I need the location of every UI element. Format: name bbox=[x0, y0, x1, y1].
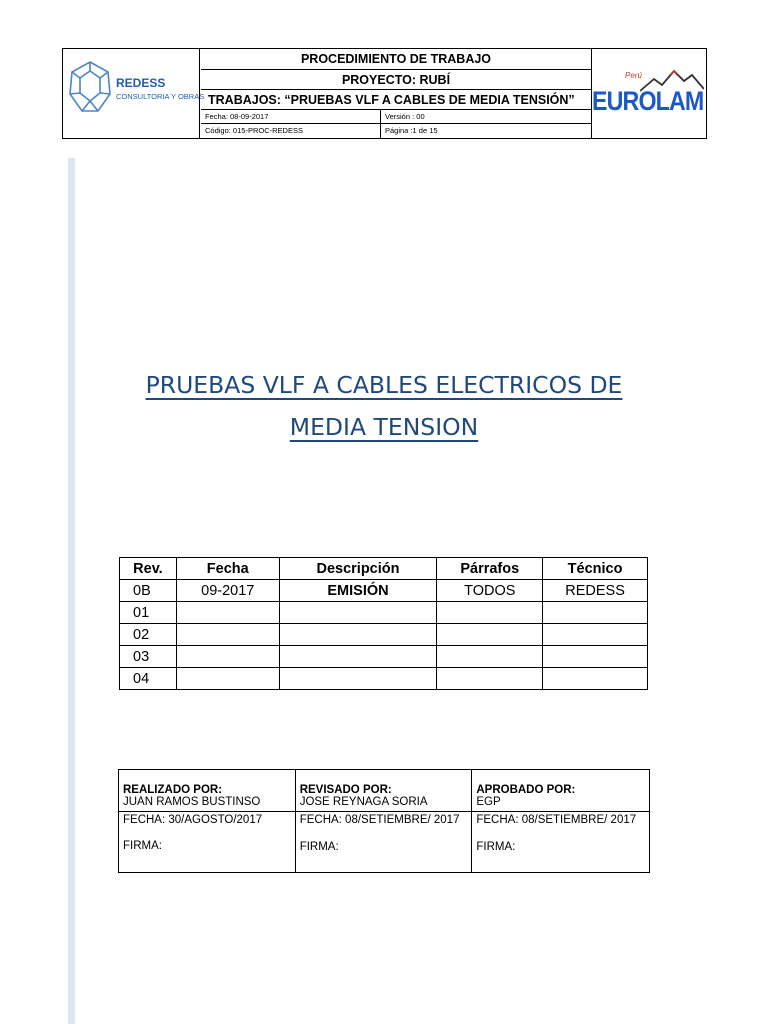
cell-parrafos: TODOS bbox=[437, 580, 543, 602]
aprobado-label: APROBADO POR: bbox=[476, 784, 576, 796]
signature-table bbox=[118, 769, 650, 873]
realizado-name: JUAN RAMOS BUSTINSO bbox=[123, 796, 261, 808]
cell-tecnico bbox=[543, 668, 648, 690]
header-procedure: PROCEDIMIENTO DE TRABAJO bbox=[201, 49, 591, 70]
cell-fecha bbox=[176, 624, 279, 646]
revisado-firma: FIRMA: bbox=[299, 841, 339, 853]
cell-rev: 0B bbox=[120, 580, 177, 602]
document-header bbox=[62, 48, 707, 139]
aprobado-date-cell bbox=[472, 812, 650, 873]
eurolam-logo-tag: Perú bbox=[625, 71, 642, 80]
cell-rev: 01 bbox=[120, 602, 177, 624]
col-header-fecha: Fecha bbox=[176, 558, 279, 580]
table-row bbox=[120, 580, 648, 602]
cell-descripcion: EMISIÓN bbox=[279, 580, 437, 602]
header-row-date-version bbox=[201, 110, 591, 124]
cell-tecnico bbox=[543, 624, 648, 646]
col-header-tecnico: Técnico bbox=[543, 558, 648, 580]
col-header-rev: Rev. bbox=[120, 558, 177, 580]
header-date: Fecha: 08-09-2017 bbox=[201, 110, 381, 123]
cell-tecnico bbox=[543, 646, 648, 668]
cell-rev: 03 bbox=[120, 646, 177, 668]
table-row bbox=[120, 668, 648, 690]
cell-descripcion bbox=[279, 668, 437, 690]
col-header-descripcion: Descripción bbox=[279, 558, 437, 580]
header-code: Código: 015-PROC-REDESS bbox=[201, 124, 381, 138]
table-row bbox=[120, 624, 648, 646]
header-row-code-page bbox=[201, 124, 591, 138]
revisado-name: JOSE REYNAGA SORIA bbox=[299, 796, 428, 808]
cell-fecha bbox=[176, 668, 279, 690]
eurolam-logo-cell bbox=[591, 49, 706, 138]
aprobado-date: FECHA: 08/SETIEMBRE/ 2017 bbox=[476, 814, 637, 826]
cell-parrafos bbox=[437, 646, 543, 668]
document-title bbox=[80, 364, 688, 448]
table-row bbox=[120, 646, 648, 668]
revision-header-row bbox=[120, 558, 648, 580]
header-version: Versión : 00 bbox=[385, 112, 425, 121]
cell-tecnico: REDESS bbox=[543, 580, 648, 602]
table-row bbox=[120, 602, 648, 624]
cell-fecha bbox=[176, 646, 279, 668]
redess-logo-cell bbox=[63, 49, 205, 138]
col-header-parrafos: Párrafos bbox=[437, 558, 543, 580]
title-line-1: PRUEBAS VLF A CABLES ELECTRICOS DE bbox=[145, 371, 623, 399]
redess-logo-name: REDESS bbox=[116, 76, 166, 90]
aprobado-cell bbox=[472, 770, 650, 812]
revisado-label: REVISADO POR: bbox=[299, 784, 392, 796]
cell-rev: 04 bbox=[120, 668, 177, 690]
title-line-2: MEDIA TENSION bbox=[289, 413, 479, 441]
redess-logo-icon bbox=[67, 59, 113, 115]
cell-descripcion bbox=[279, 646, 437, 668]
signature-names-row bbox=[119, 770, 650, 812]
realizado-date: FECHA: 30/AGOSTO/2017 bbox=[123, 814, 263, 826]
cell-descripcion bbox=[279, 624, 437, 646]
header-page: Página :1 de 15 bbox=[385, 126, 438, 135]
cell-rev: 02 bbox=[120, 624, 177, 646]
revision-table bbox=[119, 557, 648, 690]
eurolam-logo-text: EUROLAM bbox=[592, 86, 704, 116]
realizado-label: REALIZADO POR: bbox=[123, 784, 223, 796]
cell-descripcion bbox=[279, 602, 437, 624]
redess-logo-subtitle: CONSULTORIA Y OBRAS bbox=[116, 92, 205, 101]
revisado-date: FECHA: 08/SETIEMBRE/ 2017 bbox=[299, 814, 460, 826]
page-margin-bar bbox=[68, 158, 75, 1024]
realizado-cell bbox=[119, 770, 296, 812]
cell-tecnico bbox=[543, 602, 648, 624]
realizado-firma: FIRMA: bbox=[123, 840, 162, 852]
cell-parrafos bbox=[437, 668, 543, 690]
realizado-date-cell bbox=[119, 812, 296, 873]
cell-fecha bbox=[176, 602, 279, 624]
signature-dates-row bbox=[119, 812, 650, 873]
header-works: TRABAJOS: “PRUEBAS VLF A CABLES DE MEDIA TENSIÓN” bbox=[201, 90, 591, 110]
cell-parrafos bbox=[437, 624, 543, 646]
header-project: PROYECTO: RUBÍ bbox=[201, 70, 591, 90]
cell-fecha: 09-2017 bbox=[176, 580, 279, 602]
cell-parrafos bbox=[437, 602, 543, 624]
aprobado-firma: FIRMA: bbox=[476, 841, 516, 853]
revisado-date-cell bbox=[295, 812, 472, 873]
revisado-cell bbox=[295, 770, 472, 812]
aprobado-name: EGP bbox=[476, 796, 501, 808]
